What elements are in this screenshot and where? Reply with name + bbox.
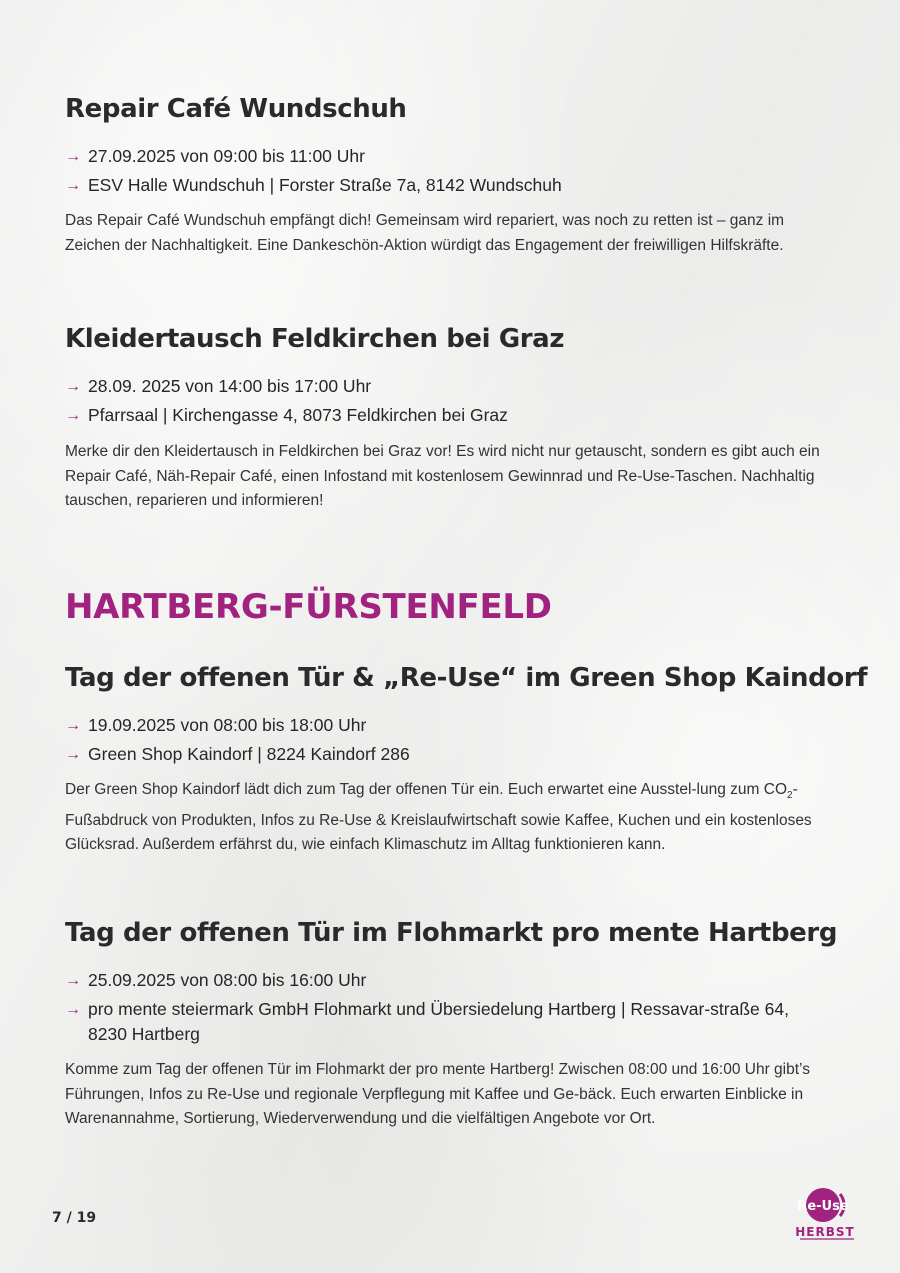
region-title: HARTBERG-FÜRSTENFELD: [65, 587, 552, 627]
event-location-row: [65, 742, 840, 767]
event-date-row: [65, 374, 840, 399]
event-date-row: [65, 713, 840, 738]
event-location: ESV Halle Wundschuh | Forster Straße 7a, 8142 Wundschuh: [88, 175, 562, 195]
logo-reuse-text: Re-Use: [797, 1199, 849, 1214]
description-text: Der Green Shop Kaindorf lädt dich zum Tag der offenen Tür ein. Euch erwartet eine Ausstel-lung zum CO: [65, 781, 788, 798]
event-description: Merke dir den Kleidertausch in Feldkirchen bei Graz vor! Es wird nicht nur getauscht, sondern es gibt auch ein Repair Café, Näh-Repair Café, einen Infostand mit kostenlosem Gewinnrad und Re-Use-Taschen. Nachhaltig tauschen, reparieren und informieren!: [65, 443, 820, 509]
arrow-right-icon: →: [65, 407, 81, 424]
event-description: Das Repair Café Wundschuh empfängt dich! Gemeinsam wird repariert, was noch zu retten ist – ganz im Zeichen der Nachhaltigkeit. Eine Dankeschön-Aktion würdigt das Engagement der freiwilligen Hilfskräfte.: [65, 212, 785, 254]
event-date-row: [65, 968, 840, 993]
arrow-right-icon: →: [65, 148, 81, 165]
arrow-right-icon: →: [65, 378, 81, 395]
event-meta: [65, 144, 840, 198]
event-location: Pfarrsaal | Kirchengasse 4, 8073 Feldkirchen bei Graz: [88, 405, 508, 425]
subscript: 2: [787, 790, 793, 802]
arrow-right-icon: →: [65, 717, 81, 734]
page-number: 7 / 19: [52, 1210, 97, 1226]
event-location: pro mente steiermark GmbH Flohmarkt und Übersiedelung Hartberg | Ressavar-straße 64, 8230 Hartberg: [88, 999, 789, 1044]
event-description: Komme zum Tag der offenen Tür im Flohmarkt der pro mente Hartberg! Zwischen 08:00 und 16:00 Uhr gibt’s Führungen, Infos zu Re-Use und regionale Verpflegung mit Kaffee und Ge-bäck. Euch erwarten Einblicke in Warenannahme, Sortierung, Wiederverwendung und die vielfältigen Angebote vor Ort.: [65, 1061, 810, 1127]
event-meta: [65, 968, 840, 1047]
event-location: Green Shop Kaindorf | 8224 Kaindorf 286: [88, 744, 410, 764]
event-title: Tag der offenen Tür im Flohmarkt pro mente Hartberg: [65, 918, 838, 948]
reuse-herbst-logo: [788, 1184, 863, 1244]
event-title: Tag der offenen Tür & „Re-Use“ im Green Shop Kaindorf: [65, 663, 868, 693]
description-text: -Fußabdruck von Produkten, Infos zu Re-Use & Kreislaufwirtschaft sowie Kaffee, Kuchen und ein kostenloses Glücksrad. Außerdem erfährst du, wie einfach Klimaschutz im Alltag funktionieren kann.: [65, 781, 812, 854]
event-description: [65, 778, 835, 858]
event-date: 25.09.2025 von 08:00 bis 16:00 Uhr: [88, 970, 367, 990]
event-date: 19.09.2025 von 08:00 bis 18:00 Uhr: [88, 715, 367, 735]
event-location-row: [65, 173, 840, 198]
arrow-right-icon: →: [65, 177, 81, 194]
event-title: Kleidertausch Feldkirchen bei Graz: [65, 324, 565, 354]
arrow-right-icon: →: [65, 746, 81, 763]
event-meta: [65, 374, 840, 428]
arrow-right-icon: →: [65, 1001, 81, 1018]
event-location-row: [65, 403, 840, 428]
event-location-row: [65, 997, 840, 1047]
event-meta: [65, 713, 840, 767]
arrow-right-icon: →: [65, 972, 81, 989]
event-date-row: [65, 144, 840, 169]
event-title: Repair Café Wundschuh: [65, 94, 407, 124]
event-date: 28.09. 2025 von 14:00 bis 17:00 Uhr: [88, 376, 372, 396]
logo-herbst-text: HERBST: [795, 1225, 855, 1239]
event-date: 27.09.2025 von 09:00 bis 11:00 Uhr: [88, 146, 365, 166]
